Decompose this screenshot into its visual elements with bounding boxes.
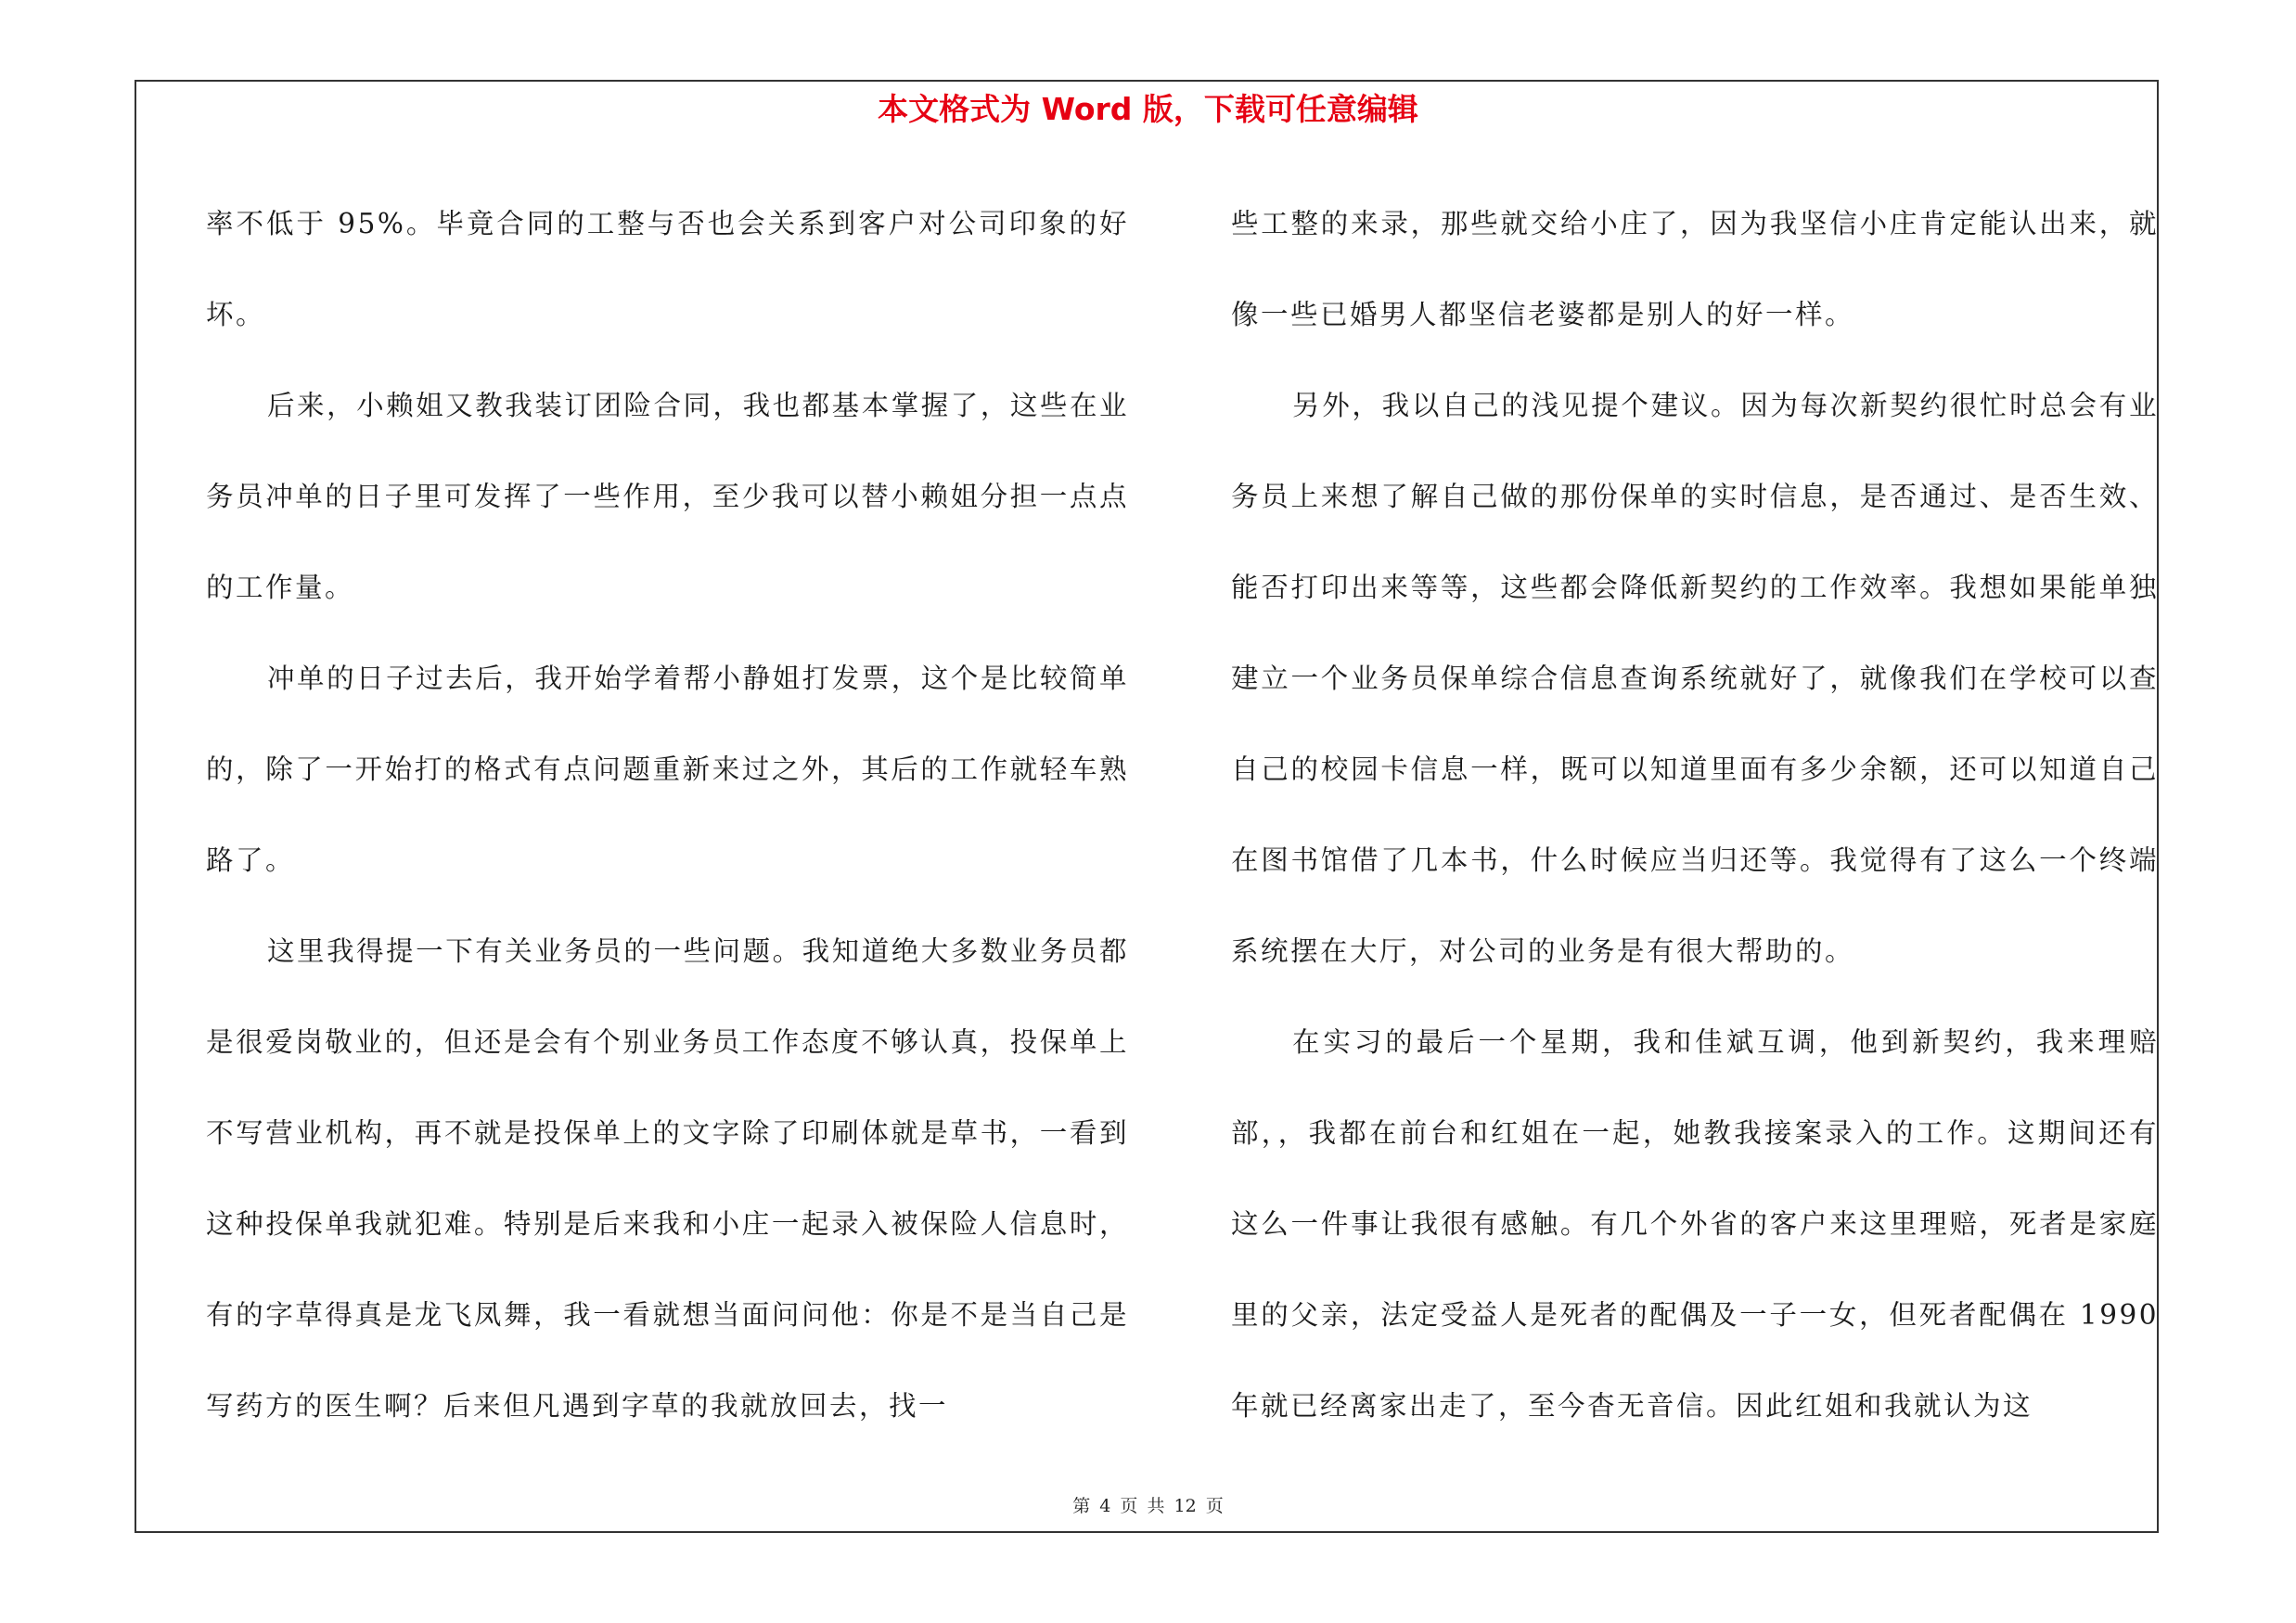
paragraph: 另外，我以自己的浅见提个建议。因为每次新契约很忙时总会有业务员上来想了解自己做的那份保单的实时信息，是否通过、是否生效、能否打印出来等等，这些都会降低新契约的工作效率。我想如果能单独建立一个业务员保单综合信息查询系统就好了，就像我们在学校可以查自己的校园卡信息一样，既可以知道里面有多少余额，还可以知道自己在图书馆借了几本书，什么时候应当归还等。我觉得有了这么一个终端系统摆在大厅，对公司的业务是有很大帮助的。 [1231, 390, 2159, 967]
word-format-banner: 本文格式为 Word 版，下载可任意编辑 [878, 91, 1418, 127]
left-text-column [206, 178, 1129, 1451]
right-text-column [1231, 178, 2159, 1451]
paragraph: 这里我得提一下有关业务员的一些问题。我知道绝大多数业务员都是很爱岗敬业的，但还是会有个别业务员工作态度不够认真，投保单上不写营业机构，再不就是投保单上的文字除了印刷体就是草书，一看到这种投保单我就犯难。特别是后来我和小庄一起录入被保险人信息时，有的字草得真是龙飞凤舞，我一看就想当面问问他：你是不是当自己是写药方的医生啊？后来但凡遇到字草的我就放回去，找一 [206, 935, 1129, 1422]
paragraph: 些工整的来录，那些就交给小庄了，因为我坚信小庄肯定能认出来，就像一些已婚男人都坚信老婆都是别人的好一样。 [1231, 208, 2159, 330]
paragraph: 后来，小赖姐又教我装订团险合同，我也都基本掌握了，这些在业务员冲单的日子里可发挥了一些作用，至少我可以替小赖姐分担一点点的工作量。 [206, 390, 1129, 603]
paragraph: 在实习的最后一个星期，我和佳斌互调，他到新契约，我来理赔部，，我都在前台和红姐在一起，她教我接案录入的工作。这期间还有这么一件事让我很有感触。有几个外省的客户来这里理赔，死者是家庭里的父亲，法定受益人是死者的配偶及一子一女，但死者配偶在 1990 年就已经离家出走了，至今杳无音信。因此红姐和我就认为这 [1231, 1026, 2159, 1422]
paragraph: 率不低于 95%。毕竟合同的工整与否也会关系到客户对公司印象的好坏。 [206, 208, 1129, 330]
paragraph: 冲单的日子过去后，我开始学着帮小静姐打发票，这个是比较简单的，除了一开始打的格式有点问题重新来过之外，其后的工作就轻车熟路了。 [206, 663, 1129, 876]
page-number-footer: 第 4 页 共 12 页 [1072, 1496, 1224, 1516]
